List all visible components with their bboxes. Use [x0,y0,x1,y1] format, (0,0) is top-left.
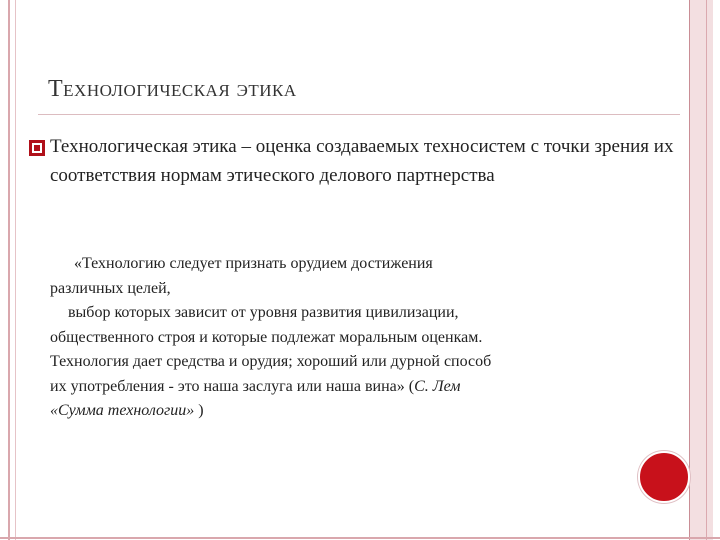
quote-source-line [50,399,685,424]
quote-line: различных целей, [50,279,171,297]
frame-right-band [689,0,713,540]
frame-left-outer [8,0,10,540]
frame-right-line [706,0,707,540]
quote-line-with-author [50,375,685,400]
checkbox-bullet-icon [28,139,46,157]
frame-left-inner [15,0,16,540]
frame-right-line [689,0,690,540]
quote-author: С. Лем [414,377,461,395]
quote-block [50,252,685,424]
quote-line: «Технологию следует признать орудием достижения [74,255,433,272]
frame-bottom [0,537,720,539]
bullet-text: Технологическая этика – оценка создаваемых техносистем с точки зрения их соответствия нормам этического делового партнерства [50,136,674,186]
quote-close: ) [194,402,204,419]
slide-title: Технологическая этика [48,76,297,102]
quote-line: выбор которых зависит от уровня развития цивилизации, [68,304,459,321]
quote-line: их употребления - это наша заслуга или наша вина» ( [50,377,415,395]
quote-source: «Сумма технологии» [50,402,195,419]
title-divider [38,114,680,115]
quote-line: общественного строя и которые подлежат моральным оценкам. [50,328,483,346]
quote-line: Технология дает средства и орудия; хороший или дурной способ [50,353,492,370]
red-circle-decoration [638,451,690,503]
